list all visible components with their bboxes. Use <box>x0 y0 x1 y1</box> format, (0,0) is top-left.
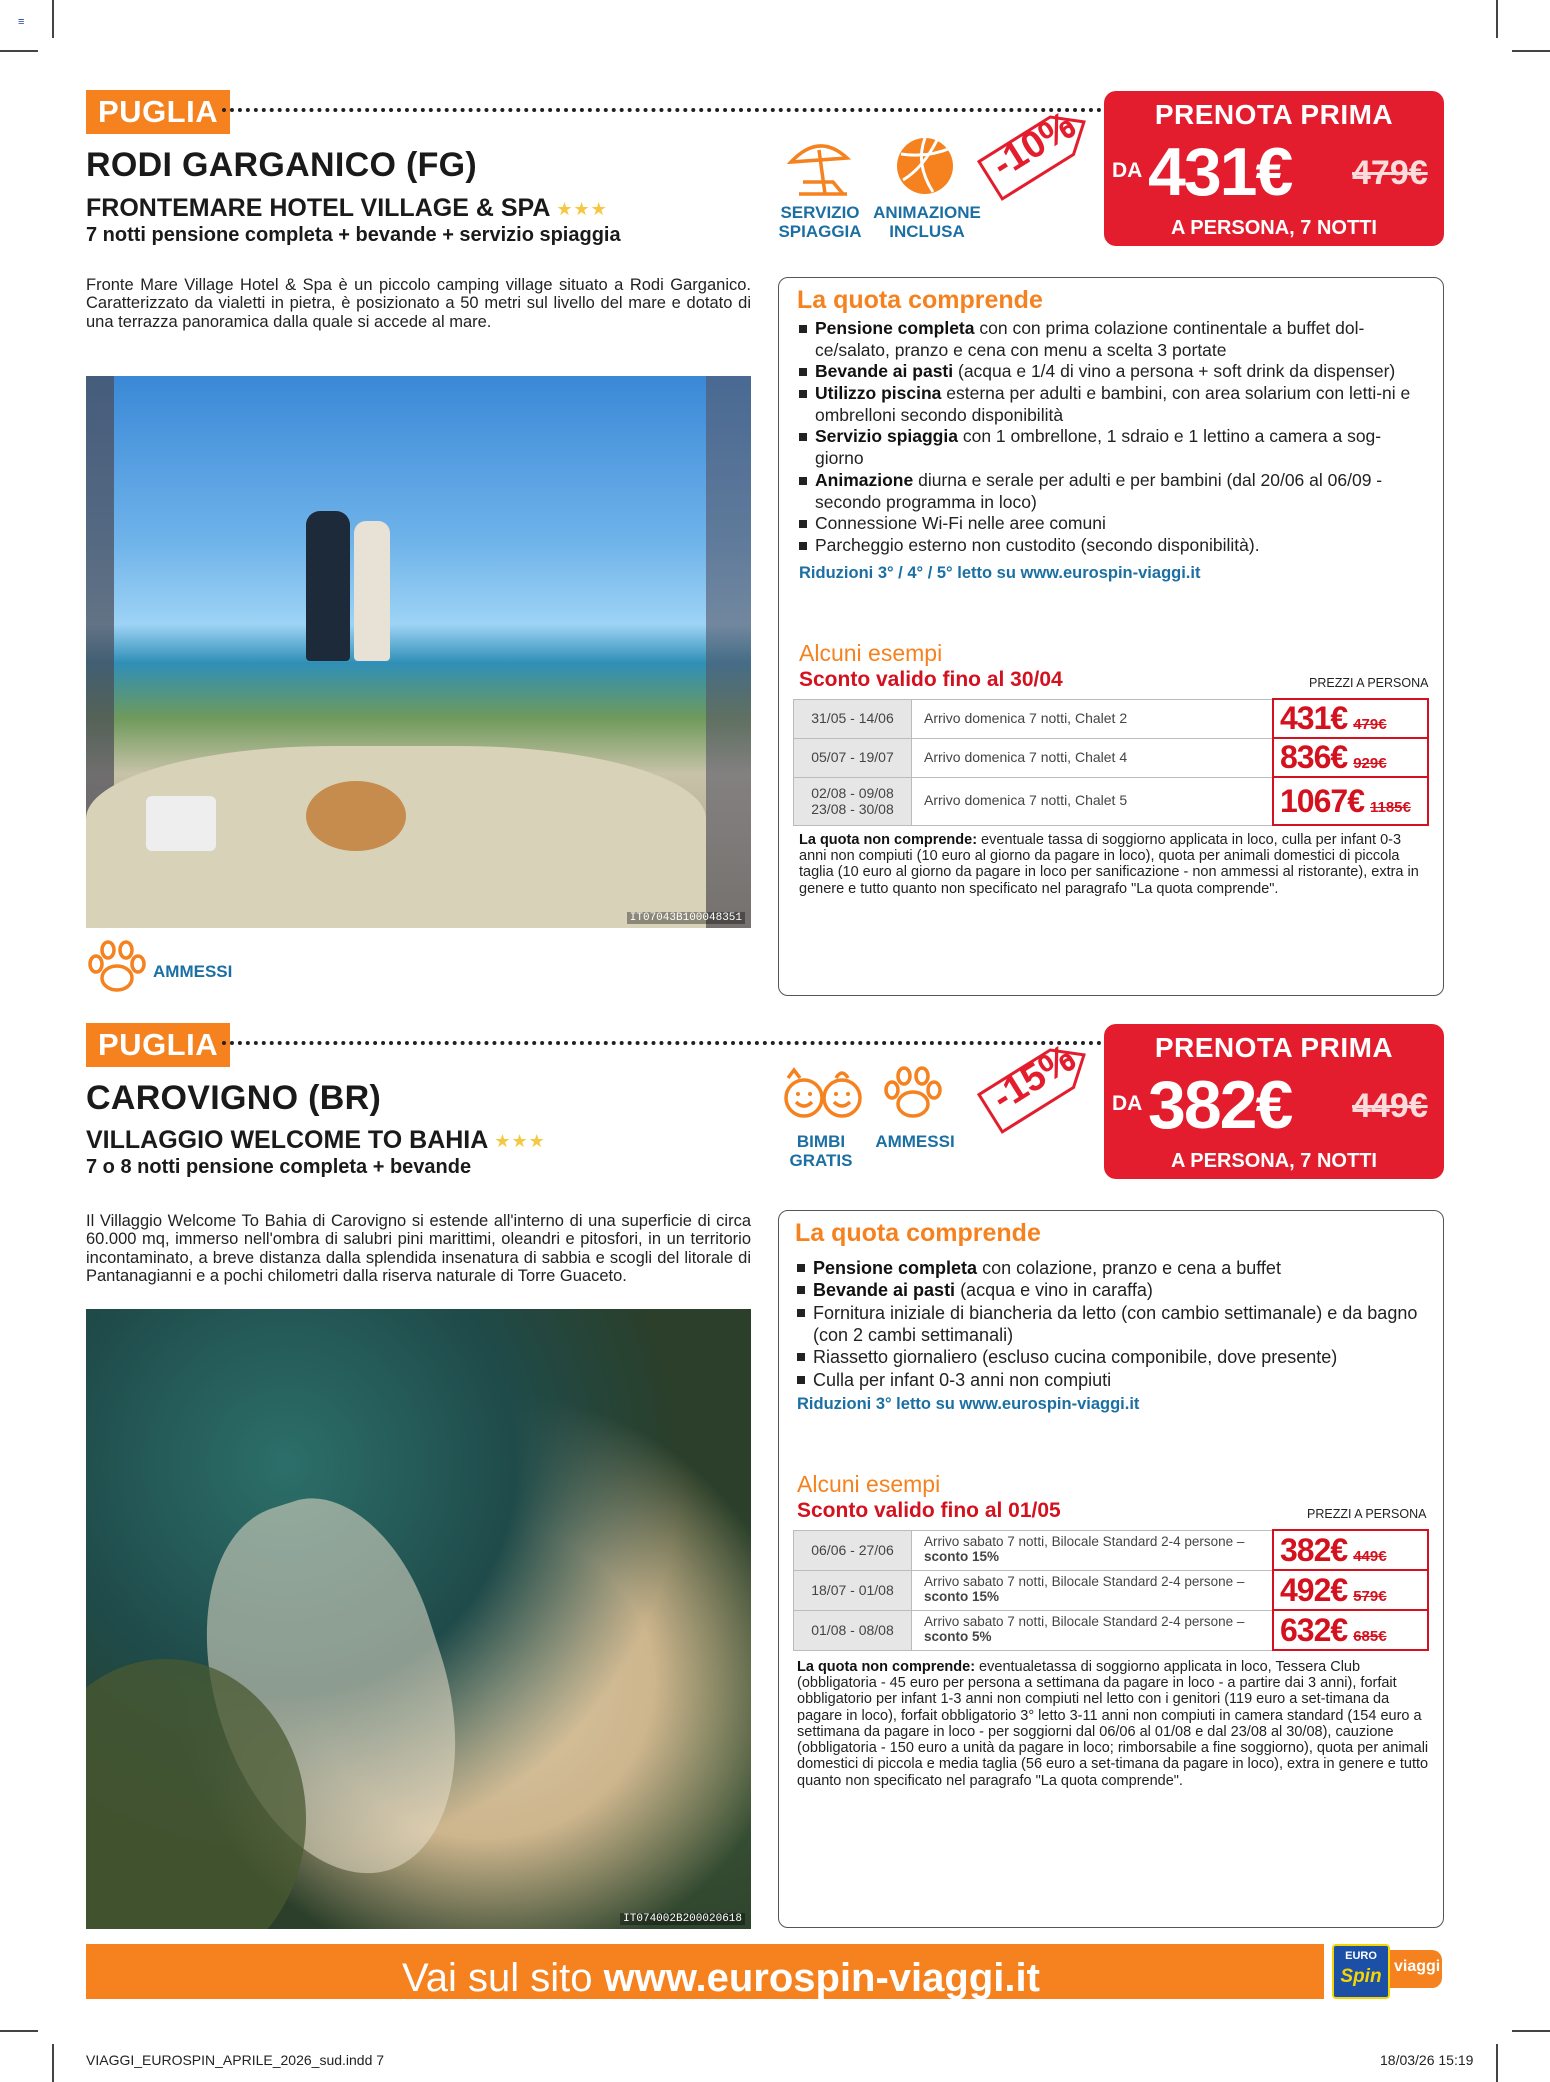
price-new: 431€ <box>1280 700 1348 736</box>
includes-title: La quota comprende <box>797 286 1043 314</box>
date-cell: 02/08 - 09/08 23/08 - 30/08 <box>794 777 912 825</box>
promo-da: DA <box>1112 159 1143 182</box>
hotel-name-text: FRONTEMARE HOTEL VILLAGE & SPA <box>86 194 551 222</box>
label-line: SPIAGGIA <box>778 221 862 241</box>
promo-title: PRENOTA PRIMA <box>1154 1032 1394 1063</box>
banner-text <box>86 1956 1356 2001</box>
desc-cell: Arrivo domenica 7 notti, Chalet 5 <box>912 777 1274 825</box>
label-line: INCLUSA <box>889 221 965 241</box>
discount-tag <box>974 90 1104 210</box>
logo-viaggi: viaggi <box>1394 1958 1441 1975</box>
destination-title: CAROVIGNO (BR) <box>86 1079 382 1117</box>
table-row <box>794 699 1429 738</box>
not-included-body: eventualetassa di soggiorno applicata in loco, Tessera Club (obbligatoria - 45 euro per persona a settimana da pagare in loco - a partire dai 3 anni), forfait obbligatorio per infant 1-3 anni non compiuti nel letto con i genitori (119 euro a set-timana da pagare in loco), forfait obbligatorio 3° letto 3-11 anni non compiuti in camera standard (154 euro a settimana da pagare in loco - per soggiorni dal 06/06 al 01/08 e dal 23/08 al 30/08), cauzione (obbligatoria - 150 euro a unità da pagare in loco; rimborsabile a fine soggiorno), quota per animali domestici di piccola e media taglia (56 euro a set-timana da pagare in loco), extra in genere e tutto quanto non specificato nel paragrafo "La quota comprende". <box>797 1659 1429 1789</box>
eurospin-logo-square <box>1332 1944 1390 1999</box>
item-bold: Bevande ai pasti <box>815 361 954 382</box>
item-text: esterna per adulti e bambini, con area solarium con letti-ni e ombrelloni secondo disponibilità <box>815 383 1411 425</box>
price-new: 492€ <box>1280 1571 1348 1608</box>
hotel-name <box>86 194 608 223</box>
hotel-name <box>86 1126 546 1155</box>
logo-viaggi-tab <box>1390 1950 1442 1988</box>
item-text: Fornitura iniziale di biancheria da letto (con cambio settimanale) e da bagno (con 2 cambi settimanali) <box>813 1302 1418 1345</box>
not-included-text <box>799 832 1429 897</box>
table-row <box>794 738 1429 777</box>
hotel-subtitle: 7 notti pensione completa + bevande + servizio spiaggia <box>86 224 621 246</box>
desc-text: Arrivo sabato 7 notti, Bilocale Standard 2-4 persone – <box>924 1534 1245 1550</box>
includes-list <box>799 318 1429 557</box>
reductions-link[interactable]: Riduzioni 3° letto su www.eurospin-viaggi.it <box>797 1395 1140 1413</box>
hotel-subtitle: 7 o 8 notti pensione completa + bevande <box>86 1156 472 1178</box>
label-line: SERVIZIO <box>780 203 860 222</box>
desc-cell <box>912 1530 1274 1570</box>
umbrella-icon <box>785 136 855 200</box>
item-text: diurna e serale per adulti e per bambini (dal 20/06 al 06/09 - secondo programma in loco) <box>815 469 1383 512</box>
not-included-text <box>797 1659 1431 1789</box>
reductions-link[interactable]: Riduzioni 3° / 4° / 5° letto su www.eurospin-viaggi.it <box>799 564 1201 582</box>
rating-stars: ★★★ <box>494 1130 546 1151</box>
price-cell <box>1273 1570 1428 1610</box>
crop-mark <box>0 2030 38 2032</box>
list-item <box>799 383 1429 426</box>
crop-mark <box>52 0 54 38</box>
desc-cell: Arrivo domenica 7 notti, Chalet 2 <box>912 699 1274 738</box>
kids-free-label <box>780 1133 862 1170</box>
desc-discount: sconto 15% <box>924 1589 1000 1604</box>
item-text: (acqua e vino in caraffa) <box>955 1280 1153 1301</box>
logo-euro: EURO <box>1345 1950 1377 1962</box>
desc-cell <box>912 1570 1274 1610</box>
price-cell <box>1273 1610 1428 1650</box>
croissant <box>306 781 406 851</box>
hotel-photo <box>86 376 751 928</box>
list-item <box>797 1346 1433 1368</box>
not-included-body: eventuale tassa di soggiorno applicata in loco, culla per infant 0-3 anni non compiuti (10 euro al giorno da pagare in loco), quota per animali domestici di piccola taglia (10 euro al giorno da pagare in loco per sanificazione - non ammessi al ristorante), extra in genere e tutto quanto non specificato nel paragrafo "La quota comprende". <box>799 832 1419 897</box>
crop-mark <box>1496 2044 1498 2082</box>
list-item <box>799 361 1429 383</box>
desc-discount: sconto 15% <box>924 1549 1000 1564</box>
price-new: 382€ <box>1280 1531 1348 1568</box>
table-row <box>794 1570 1429 1610</box>
list-item <box>797 1257 1433 1279</box>
price-old: 449€ <box>1353 1547 1387 1565</box>
item-text: Culla per infant 0-3 anni non compiuti <box>813 1369 1112 1390</box>
label-line: BIMBI <box>796 1132 846 1151</box>
price-old: 579€ <box>1353 1587 1387 1605</box>
price-old: 685€ <box>1353 1627 1387 1645</box>
pets-allowed-label: AMMESSI <box>153 962 233 981</box>
beach-service-label <box>778 204 862 241</box>
dotted-divider <box>222 1041 1102 1045</box>
price-table <box>793 698 1429 826</box>
date-cell: 18/07 - 01/08 <box>794 1570 912 1610</box>
crop-mark <box>52 2044 54 2082</box>
list-item <box>799 535 1429 557</box>
discount-validity: Sconto valido fino al 01/05 <box>797 1499 1061 1522</box>
date-cell: 01/08 - 08/08 <box>794 1610 912 1650</box>
hotel-description: Il Villaggio Welcome To Bahia di Carovigno si estende all'interno di una superficie di circa 60.000 mq, immerso nell'ombra di salubri pini marittimi, oleandri e pitosfori, in un territorio incontaminato, a breve distanza dalla splendida insenatura di sabbia e scogli del litorale di Pantanagianni e a pochi chilometri dalla riserva naturale di Torre Guaceto. <box>86 1212 751 1286</box>
date-cell: 31/05 - 14/06 <box>794 699 912 738</box>
crop-mark <box>1512 2030 1550 2032</box>
item-bold: Pensione completa <box>815 318 975 338</box>
curtain <box>706 376 751 928</box>
label-line: GRATIS <box>789 1150 853 1170</box>
item-text: con con prima colazione continentale a buffet dol-ce/salato, pranzo e cena con menu a scelta 3 portate <box>815 318 1365 360</box>
price-cell <box>1273 777 1428 825</box>
rating-stars: ★★★ <box>556 198 608 219</box>
list-item <box>797 1279 1433 1301</box>
discount-text: -10% <box>984 103 1083 187</box>
desc-cell <box>912 1610 1274 1650</box>
desc-text: Arrivo sabato 7 notti, Bilocale Standard 2-4 persone – <box>924 1614 1245 1630</box>
banner-prefix: Vai sul sito <box>402 1956 604 2000</box>
photo-code: IT07400​2B200020618 <box>620 1913 745 1925</box>
list-item <box>799 470 1429 513</box>
photo-code: IT07043B10004835​1 <box>627 912 745 924</box>
crop-mark <box>0 50 38 52</box>
person-silhouette <box>354 521 390 661</box>
table-row <box>794 777 1429 825</box>
price-cell <box>1273 699 1428 738</box>
price-per-person-label: PREZZI A PERSONA <box>1309 676 1429 690</box>
destination-title: RODI GARGANICO (FG) <box>86 146 478 184</box>
info-box <box>778 277 1444 996</box>
paw-icon <box>880 1064 946 1122</box>
includes-title: La quota comprende <box>795 1219 1041 1247</box>
region-tag: PUGLIA <box>86 1023 230 1067</box>
price-new: 836€ <box>1280 739 1348 775</box>
item-text: Connessione Wi-Fi nelle aree comuni <box>815 513 1106 534</box>
discount-validity: Sconto valido fino al 30/04 <box>799 668 1063 691</box>
date-cell: 05/07 - 19/07 <box>794 738 912 777</box>
list-item <box>799 318 1429 361</box>
price-old: 929€ <box>1353 755 1387 772</box>
item-bold: Servizio spiaggia <box>815 426 958 447</box>
hotel-photo <box>86 1309 751 1929</box>
date-cell: 06/06 - 27/06 <box>794 1530 912 1570</box>
includes-list <box>797 1257 1433 1391</box>
footer-file: VIAGGI_EUROSPIN_APRILE_2026_sud.indd 7 <box>86 2052 385 2068</box>
promo-title: PRENOTA PRIMA <box>1154 99 1394 130</box>
item-bold: Pensione completa <box>813 1258 978 1278</box>
eurospin-viaggi-logo <box>1324 1940 1446 2003</box>
crop-mark <box>1496 0 1498 38</box>
promo-footer: A PERSONA, 7 NOTTI <box>1171 1150 1377 1172</box>
list-item <box>799 513 1429 535</box>
person-silhouette <box>306 511 350 661</box>
price-cell <box>1273 1530 1428 1570</box>
kids-icon <box>780 1064 866 1122</box>
table-row <box>794 1610 1429 1650</box>
volleyball-icon <box>893 134 957 198</box>
logo-spin: Spin <box>1340 1966 1382 1987</box>
item-bold: Animazione <box>815 469 914 490</box>
list-item <box>797 1369 1433 1391</box>
item-bold: Bevande ai pasti <box>813 1280 956 1301</box>
discount-text: -15% <box>984 1036 1083 1120</box>
region-tag: PUGLIA <box>86 90 230 134</box>
discount-tag <box>974 1023 1104 1143</box>
hotel-name-text: VILLAGGIO WELCOME TO BAHIA <box>86 1126 489 1154</box>
crop-mark <box>1512 50 1550 52</box>
hotel-description: Fronte Mare Village Hotel & Spa è un piccolo camping village situato a Rodi Garganico. Caratterizzato da vialetti in pietra, è posizionato a 50 metri sul livello del mare e dotato di una terrazza panoramica dalla quale si accede al mare. <box>86 276 751 331</box>
dotted-divider <box>222 108 1102 112</box>
not-included-label: La quota non comprende: <box>797 1659 976 1675</box>
promo-box <box>1104 91 1444 246</box>
list-item <box>799 426 1429 469</box>
examples-title: Alcuni esempi <box>797 1471 941 1497</box>
footer-date: 18/03/26 15:19 <box>1380 2052 1474 2068</box>
not-included-label: La quota non comprende: <box>799 832 978 848</box>
table-row <box>794 1530 1429 1570</box>
promo-old-price: 449€ <box>1352 1087 1428 1125</box>
item-bold: Utilizzo piscina <box>815 383 942 404</box>
promo-footer: A PERSONA, 7 NOTTI <box>1171 217 1377 239</box>
price-old: 479€ <box>1353 716 1387 733</box>
item-text: Riassetto giornaliero (escluso cucina componibile, dove presente) <box>813 1347 1338 1368</box>
label-line: ANIMAZIONE <box>873 203 981 222</box>
item-text: con colazione, pranzo e cena a buffet <box>977 1258 1281 1278</box>
promo-price: 431€ <box>1148 134 1292 210</box>
promo-da: DA <box>1112 1092 1143 1115</box>
website-banner[interactable] <box>86 1944 1444 1999</box>
paw-icon <box>84 940 150 994</box>
item-text: (acqua e 1/4 di vino a persona + soft drink da dispenser) <box>953 361 1396 382</box>
list-item <box>797 1302 1433 1347</box>
animation-label <box>868 204 986 241</box>
item-text: con 1 ombrellone, 1 sdraio e 1 lettino a camera a sog-giorno <box>815 426 1382 469</box>
pets-allowed-label: AMMESSI <box>875 1132 955 1151</box>
desc-discount: sconto 5% <box>924 1629 992 1644</box>
item-text: Parcheggio esterno non custodito (secondo disponibilità). <box>815 534 1260 555</box>
price-cell <box>1273 738 1428 777</box>
examples-title: Alcuni esempi <box>799 640 943 666</box>
promo-old-price: 479€ <box>1352 154 1428 192</box>
promo-price: 382€ <box>1148 1067 1292 1143</box>
price-table <box>793 1529 1429 1651</box>
registration-mark: ≡ <box>18 16 25 28</box>
desc-cell: Arrivo domenica 7 notti, Chalet 4 <box>912 738 1274 777</box>
price-new: 632€ <box>1280 1611 1348 1648</box>
banner-url[interactable]: www.eurospin-viaggi.it <box>603 1956 1040 2000</box>
info-box <box>778 1210 1444 1928</box>
desc-text: Arrivo sabato 7 notti, Bilocale Standard 2-4 persone – <box>924 1574 1245 1590</box>
price-new: 1067€ <box>1280 782 1364 819</box>
promo-box <box>1104 1024 1444 1179</box>
cups <box>146 796 216 851</box>
price-per-person-label: PREZZI A PERSONA <box>1307 1507 1427 1521</box>
price-old: 1185€ <box>1369 798 1411 816</box>
